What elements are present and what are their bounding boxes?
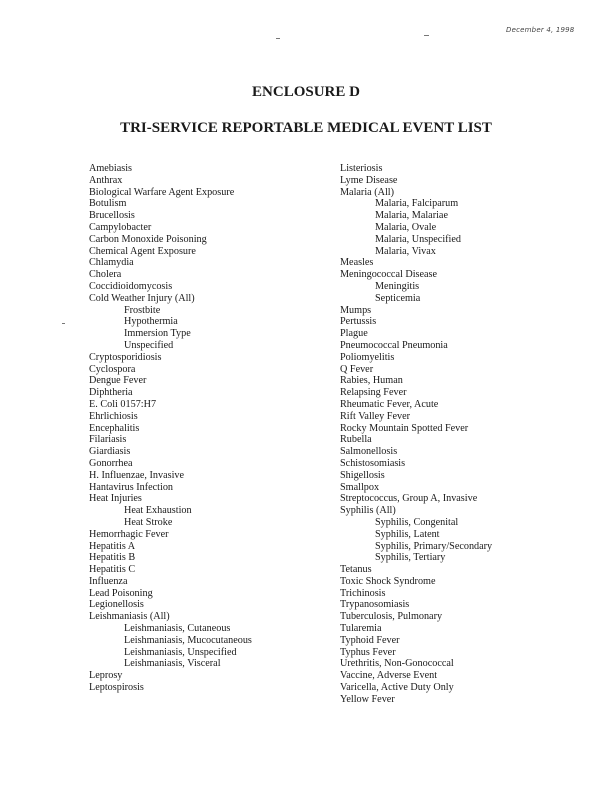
event-item: H. Influenzae, Invasive: [89, 469, 185, 481]
event-item: Cyclospora: [89, 363, 136, 375]
enclosure-heading: ENCLOSURE D: [252, 84, 360, 100]
event-subitem: Malaria, Unspecified: [375, 233, 461, 245]
scan-mark: [424, 35, 429, 36]
event-item: Measles: [340, 257, 374, 269]
event-item: Amebiasis: [89, 163, 133, 174]
event-item: Salmonellosis: [340, 446, 398, 458]
scan-mark: [276, 38, 280, 39]
event-item: Cholera: [89, 269, 122, 281]
event-item: Filariasis: [89, 434, 127, 446]
event-item: Trypanosomiasis: [340, 599, 410, 611]
event-item: Trichinosis: [340, 587, 386, 599]
list-title: TRI-SERVICE REPORTABLE MEDICAL EVENT LIST: [120, 120, 492, 136]
event-item: Cryptosporidiosis: [89, 351, 162, 363]
event-column-left: [89, 163, 252, 694]
event-item: Gonorrhea: [89, 457, 133, 469]
event-item: Hepatitis B: [89, 552, 136, 564]
event-item: Typhoid Fever: [340, 634, 400, 646]
event-item: Influenza: [89, 575, 128, 587]
event-item: Leptospirosis: [89, 682, 144, 694]
event-item: Mumps: [340, 304, 372, 316]
event-item: Rocky Mountain Spotted Fever: [340, 422, 469, 434]
event-item: Tetanus: [340, 564, 372, 576]
event-item: Meningococcal Disease: [340, 269, 438, 281]
event-item: Heat Injuries: [89, 493, 142, 505]
event-item: Pertussis: [340, 316, 377, 328]
event-item: Shigellosis: [340, 469, 385, 481]
event-subitem: Meningitis: [375, 280, 420, 292]
event-item: Diphtheria: [89, 387, 133, 399]
event-subitem: Hypothermia: [124, 316, 178, 328]
event-item: Carbon Monoxide Poisoning: [89, 233, 207, 245]
event-item: Chemical Agent Exposure: [89, 245, 196, 257]
event-column-right: [340, 163, 492, 706]
event-item: Botulism: [89, 198, 127, 210]
event-item: Hemorrhagic Fever: [89, 528, 169, 540]
event-subitem: Syphilis, Primary/Secondary: [375, 540, 493, 552]
event-item: Dengue Fever: [89, 375, 147, 387]
event-subitem: Malaria, Malariae: [375, 210, 448, 222]
event-item: Coccidioidomycosis: [89, 280, 173, 292]
event-subitem: Syphilis, Congenital: [375, 516, 459, 528]
event-item: Plague: [340, 328, 368, 340]
event-subitem: Syphilis, Latent: [375, 528, 440, 540]
event-item: Leishmaniasis (All): [89, 611, 170, 623]
event-subitem: Leishmaniasis, Mucocutaneous: [124, 634, 252, 646]
event-item: Yellow Fever: [340, 693, 395, 705]
event-subitem: Unspecified: [124, 339, 174, 351]
event-item: Relapsing Fever: [340, 387, 407, 399]
event-item: Brucellosis: [89, 210, 135, 222]
event-item: Legionellosis: [89, 599, 144, 611]
event-subitem: Malaria, Ovale: [375, 221, 437, 233]
event-item: E. Coli 0157:H7: [89, 398, 157, 410]
event-item: Anthrax: [89, 174, 123, 186]
event-item: Rubella: [340, 434, 372, 446]
event-item: Tuberculosis, Pulmonary: [340, 611, 443, 623]
event-item: Leprosy: [89, 670, 123, 682]
event-item: Typhus Fever: [340, 646, 396, 658]
event-subitem: Immersion Type: [124, 328, 191, 340]
event-item: Chlamydia: [89, 257, 134, 269]
event-item: Streptococcus, Group A, Invasive: [340, 493, 478, 505]
event-item: Lyme Disease: [340, 174, 398, 186]
event-item: Tularemia: [340, 623, 382, 635]
event-subitem: Malaria, Falciparum: [375, 198, 459, 210]
event-item: Pneumococcal Pneumonia: [340, 339, 448, 351]
event-item: Q Fever: [340, 363, 374, 375]
event-item: Encephalitis: [89, 422, 140, 434]
event-item: Urethritis, Non-Gonococcal: [340, 658, 454, 670]
event-item: Hantavirus Infection: [89, 481, 174, 493]
event-item: Campylobacter: [89, 221, 152, 233]
event-item: Rift Valley Fever: [340, 410, 410, 422]
event-item: Syphilis (All): [340, 505, 396, 517]
event-item: Hepatitis A: [89, 540, 136, 552]
event-item: Toxic Shock Syndrome: [340, 575, 436, 587]
event-item: Malaria (All): [340, 186, 395, 198]
event-subitem: Heat Stroke: [124, 516, 173, 528]
event-item: Rheumatic Fever, Acute: [340, 398, 439, 410]
event-item: Cold Weather Injury (All): [89, 292, 195, 304]
event-item: Ehrlichiosis: [89, 410, 138, 422]
event-subitem: Malaria, Vivax: [375, 245, 436, 257]
event-subitem: Leishmaniasis, Cutaneous: [124, 623, 231, 635]
event-item: Hepatitis C: [89, 564, 136, 576]
event-item: Biological Warfare Agent Exposure: [89, 186, 235, 198]
event-item: Lead Poisoning: [89, 587, 153, 599]
event-item: Smallpox: [340, 481, 380, 493]
event-item: Rabies, Human: [340, 375, 403, 387]
event-subitem: Leishmaniasis, Visceral: [124, 658, 221, 670]
scan-mark: [62, 323, 65, 324]
event-subitem: Septicemia: [375, 292, 421, 304]
event-subitem: Frostbite: [124, 304, 161, 316]
event-item: Vaccine, Adverse Event: [340, 670, 438, 682]
event-item: Giardiasis: [89, 446, 131, 458]
event-item: Schistosomiasis: [340, 457, 406, 469]
date-annotation: December 4, 1998: [506, 26, 575, 34]
event-item: Poliomyelitis: [340, 351, 395, 363]
event-subitem: Syphilis, Tertiary: [375, 552, 446, 564]
event-subitem: Leishmaniasis, Unspecified: [124, 646, 237, 658]
event-item: Varicella, Active Duty Only: [340, 682, 454, 694]
event-subitem: Heat Exhaustion: [124, 505, 192, 517]
event-item: Listeriosis: [340, 163, 383, 174]
